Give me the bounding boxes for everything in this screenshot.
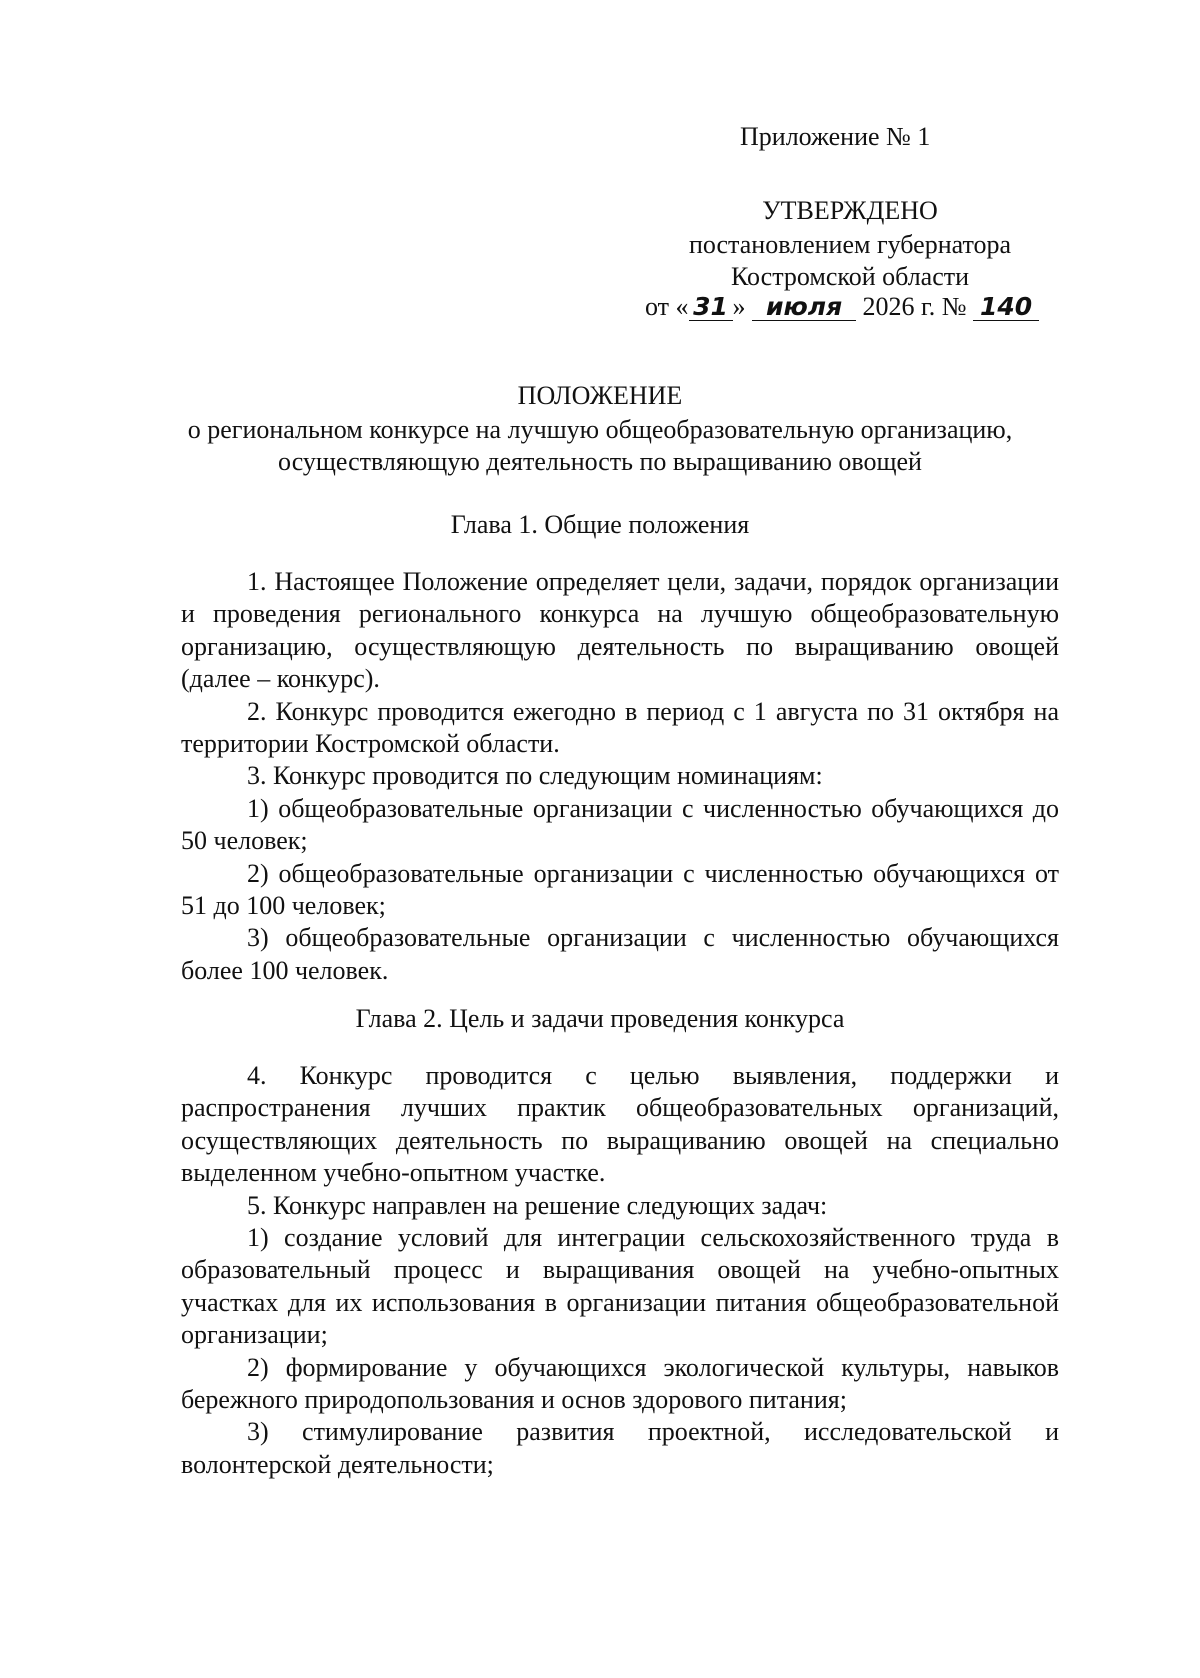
paragraph-3-item-1: 1) общеобразовательные организации с численностью обучающихся до 50 человек; bbox=[181, 793, 1059, 856]
date-prefix: от « bbox=[645, 292, 689, 321]
date-year: 2026 г. № bbox=[862, 292, 967, 321]
handwritten-month: июля bbox=[752, 294, 856, 321]
approved-by-line1: постановлением губернатора bbox=[688, 230, 1012, 259]
appendix-label: Приложение № 1 bbox=[740, 122, 931, 151]
paragraph-5-item-3: 3) стимулирование развития проектной, исследовательской и волонтерской деятельности; bbox=[181, 1417, 1059, 1479]
document-subtitle-line1: о региональном конкурсе на лучшую общеобразовательную организацию, bbox=[187, 415, 1013, 444]
paragraph-2: 2. Конкурс проводится ежегодно в период с 1 августа по 31 октября на территории Костромской области. bbox=[181, 696, 1059, 759]
approved-by-line2: Костромской области bbox=[730, 262, 970, 291]
paragraph-4: 4. Конкурс проводится с целью выявления, поддержки и распространения лучших практик общеобразовательных организаций, осуществляющих деятельность по выращиванию овощей на специально выделенном учебно-опытном участке. bbox=[181, 1061, 1059, 1188]
approval-date-line bbox=[645, 290, 1039, 324]
paragraph-3: 3. Конкурс проводится по следующим номинациям: bbox=[247, 761, 823, 791]
chapter-2-body bbox=[181, 1060, 1059, 1481]
approved-stamp-title: УТВЕРЖДЕНО bbox=[762, 196, 938, 225]
paragraph-5-item-2: 2) формирование у обучающихся экологической культуры, навыков бережного природопользования и основ здорового питания; bbox=[181, 1352, 1059, 1415]
paragraph-3-item-3: 3) общеобразовательные организации с численностью обучающихся более 100 человек. bbox=[181, 923, 1059, 985]
chapter-1-body bbox=[181, 566, 1059, 987]
chapter-1-heading: Глава 1. Общие положения bbox=[450, 510, 750, 539]
document-title: ПОЛОЖЕНИЕ bbox=[517, 381, 683, 410]
document-subtitle-line2: осуществляющую деятельность по выращиванию овощей bbox=[278, 447, 922, 476]
handwritten-number: 140 bbox=[973, 294, 1039, 321]
chapter-2-heading: Глава 2. Цель и задачи проведения конкурса bbox=[355, 1004, 845, 1033]
date-mid: » bbox=[732, 292, 746, 321]
paragraph-1: 1. Настоящее Положение определяет цели, задачи, порядок организации и проведения регионального конкурса на лучшую общеобразовательную организацию, осуществляющую деятельность по выращиванию овощей (далее – конкурс). bbox=[181, 567, 1059, 694]
paragraph-5-item-1: 1) создание условий для интеграции сельскохозяйственного труда в образовательный процесс и выращивания овощей на учебно-опытных участках для их использования в организации питания общеобразовательной организации; bbox=[181, 1223, 1059, 1350]
paragraph-3-item-2: 2) общеобразовательные организации с численностью обучающихся от 51 до 100 человек; bbox=[181, 858, 1059, 921]
handwritten-day: 31 bbox=[689, 294, 733, 321]
paragraph-5: 5. Конкурс направлен на решение следующих задач: bbox=[247, 1190, 828, 1220]
